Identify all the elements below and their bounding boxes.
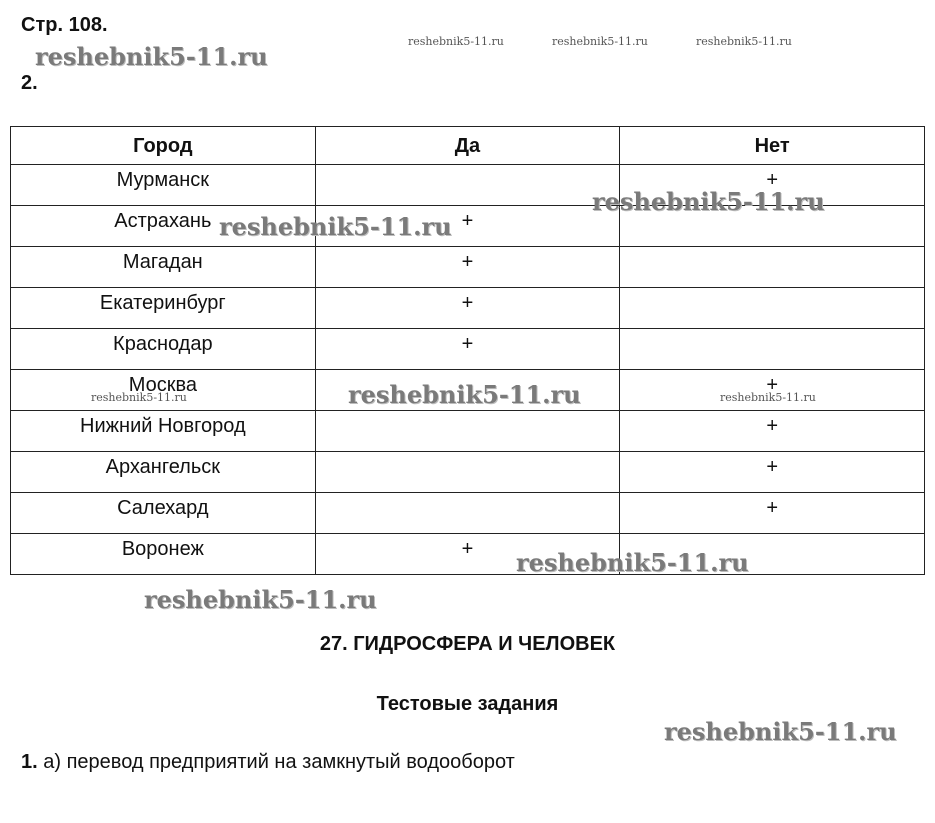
city-cell: Краснодар bbox=[11, 329, 316, 370]
yes-cell: + bbox=[315, 247, 620, 288]
watermark: reshebnik5-11.ru bbox=[219, 212, 452, 241]
yes-cell: + bbox=[315, 534, 620, 575]
watermark: reshebnik5-11.ru bbox=[408, 35, 504, 48]
yes-cell: + bbox=[315, 288, 620, 329]
watermark: reshebnik5-11.ru bbox=[144, 585, 377, 614]
no-cell: + bbox=[620, 165, 925, 206]
watermark: reshebnik5-11.ru bbox=[592, 187, 825, 216]
table-row bbox=[11, 534, 925, 575]
table-row bbox=[11, 493, 925, 534]
city-cell: Архангельск bbox=[11, 452, 316, 493]
answer-number: 1. bbox=[21, 751, 38, 773]
table-row bbox=[11, 329, 925, 370]
yes-cell: + bbox=[315, 206, 620, 247]
section-title: 27. ГИДРОСФЕРА И ЧЕЛОВЕК bbox=[319, 633, 616, 655]
yes-cell: + bbox=[315, 329, 620, 370]
table-row bbox=[11, 452, 925, 493]
no-cell: + bbox=[620, 370, 925, 411]
watermark: reshebnik5-11.ru bbox=[348, 380, 581, 409]
column-header-no: Нет bbox=[620, 127, 925, 165]
column-header-yes: Да bbox=[315, 127, 620, 165]
yes-cell bbox=[315, 165, 620, 206]
yes-cell bbox=[315, 493, 620, 534]
watermark: reshebnik5-11.ru bbox=[664, 717, 897, 746]
watermark: reshebnik5-11.ru bbox=[35, 42, 268, 71]
table-row bbox=[11, 288, 925, 329]
yes-cell bbox=[315, 411, 620, 452]
no-cell bbox=[620, 247, 925, 288]
watermark: reshebnik5-11.ru bbox=[516, 548, 749, 577]
no-cell: + bbox=[620, 493, 925, 534]
answer-text: а) перевод предприятий на замкнутый водооборот bbox=[43, 751, 515, 773]
answer-line bbox=[21, 751, 515, 774]
table-header-row bbox=[11, 127, 925, 165]
yes-cell bbox=[315, 452, 620, 493]
no-cell: + bbox=[620, 411, 925, 452]
page-reference: Стр. 108. bbox=[21, 14, 108, 36]
task-number: 2. bbox=[21, 72, 38, 94]
city-cell: Мурманск bbox=[11, 165, 316, 206]
no-cell bbox=[620, 329, 925, 370]
city-cell: Салехард bbox=[11, 493, 316, 534]
column-header-city: Город bbox=[11, 127, 316, 165]
city-cell: Магадан bbox=[11, 247, 316, 288]
no-cell: + bbox=[620, 452, 925, 493]
table-row bbox=[11, 247, 925, 288]
section-subtitle: Тестовые задания bbox=[376, 693, 559, 715]
city-cell: Нижний Новгород bbox=[11, 411, 316, 452]
watermark: reshebnik5-11.ru bbox=[552, 35, 648, 48]
city-cell: Воронеж bbox=[11, 534, 316, 575]
no-cell bbox=[620, 288, 925, 329]
city-cell: Екатеринбург bbox=[11, 288, 316, 329]
city-cell: Москва bbox=[11, 370, 316, 411]
table-row bbox=[11, 411, 925, 452]
watermark: reshebnik5-11.ru bbox=[91, 391, 187, 404]
city-cell: Астрахань bbox=[11, 206, 316, 247]
watermark: reshebnik5-11.ru bbox=[696, 35, 792, 48]
watermark: reshebnik5-11.ru bbox=[720, 391, 816, 404]
